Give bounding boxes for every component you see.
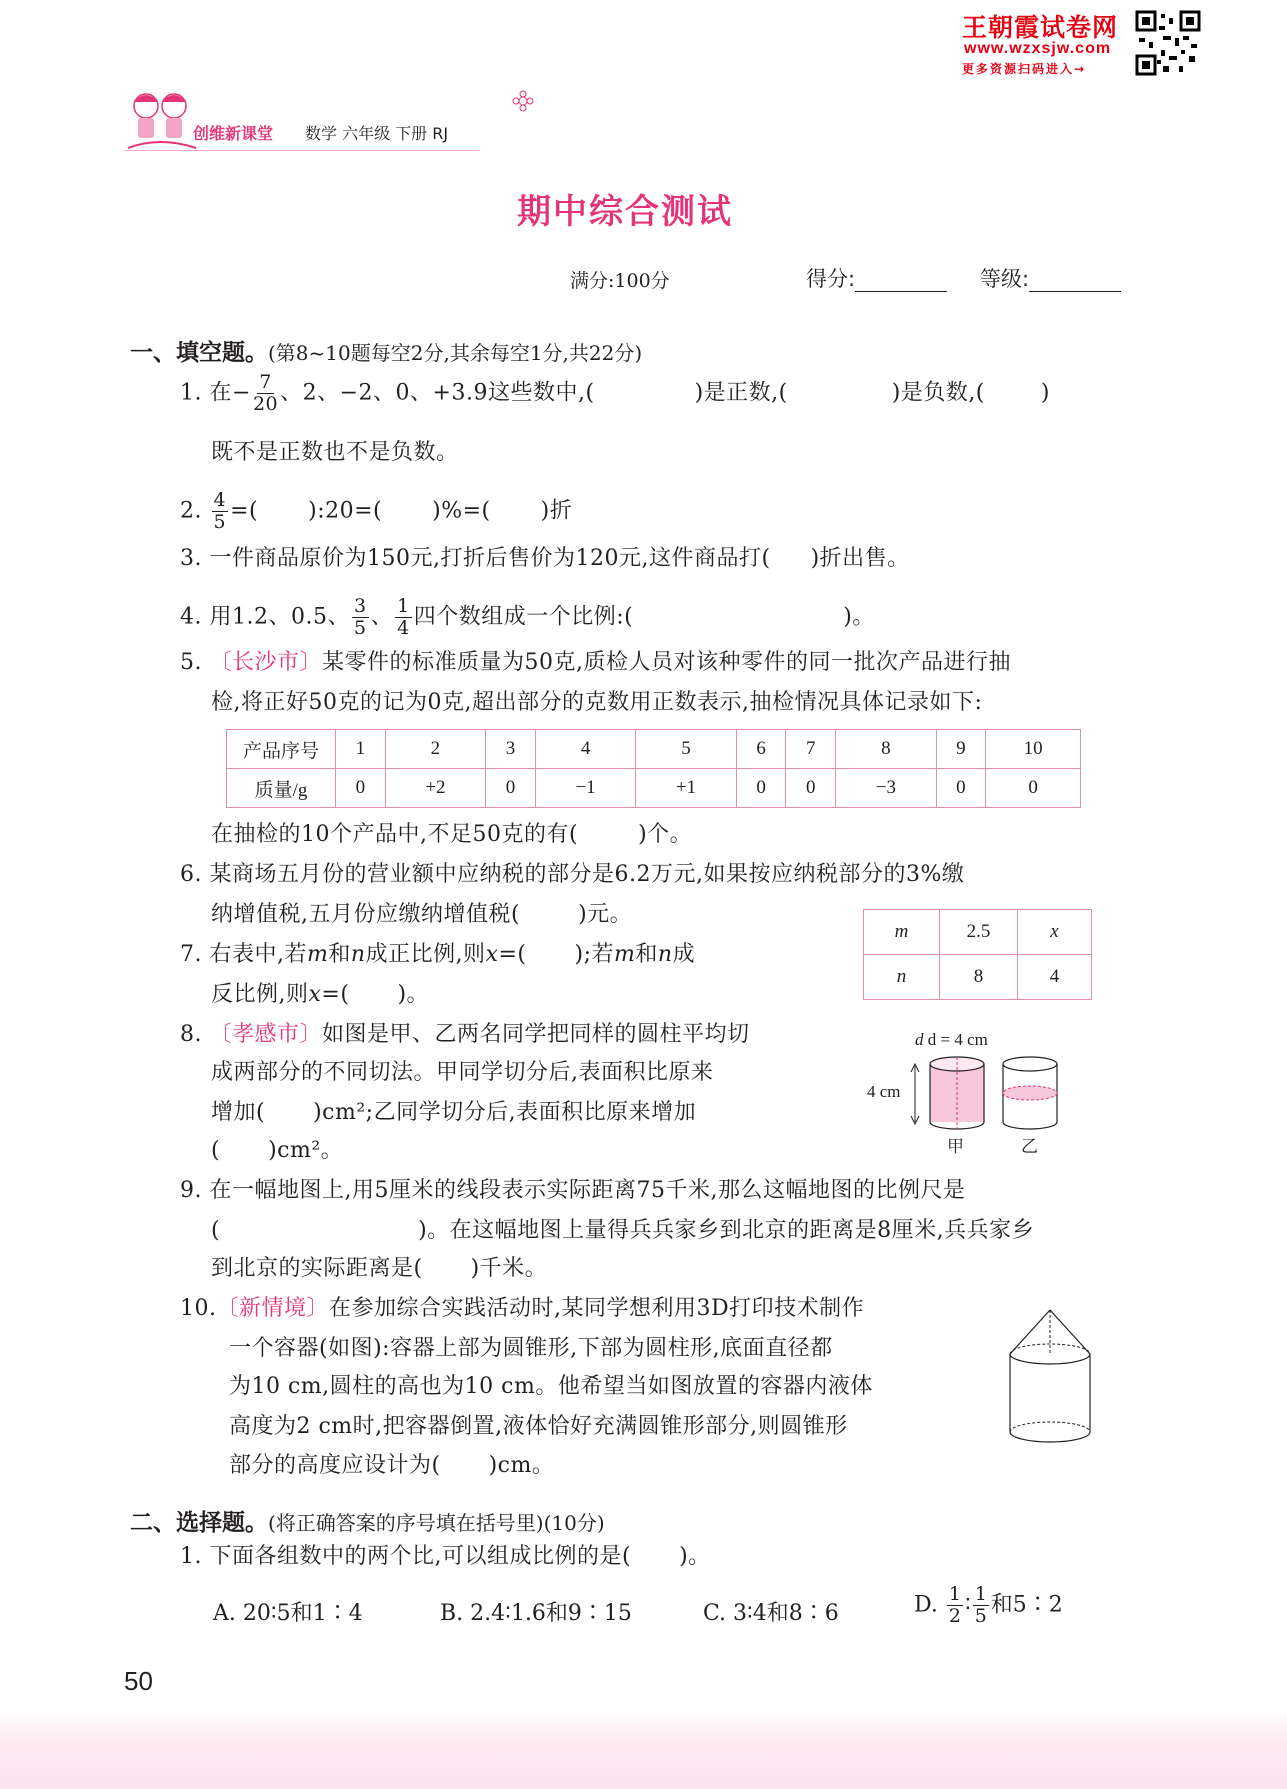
mn-table xyxy=(863,909,1092,1000)
table-cell: 1 xyxy=(336,730,386,769)
section2-heading: 二、选择题。(将正确答案的序号填在括号里)(10分) xyxy=(130,1510,605,1536)
grade-field[interactable]: 等级: xyxy=(980,263,1121,293)
question-10-line4: 高度为2 cm时,把容器倒置,液体恰好充满圆锥形部分,则圆锥形 xyxy=(229,1414,848,1439)
figure-height-label: 4 cm xyxy=(867,1082,901,1101)
table-cell: 0 xyxy=(336,769,386,808)
option-d[interactable]: D. $\frac{1}{2}$ ∶ $\frac{1}{5}$ 和5∶2 xyxy=(914,1583,1063,1627)
header-rule xyxy=(124,150,479,151)
table-cell: −1 xyxy=(535,769,635,808)
question-3: 3. 一件商品原价为150元,打折后售价为120元,这件商品打( )折出售。 xyxy=(180,546,910,571)
figure-diameter-label: d d = 4 cm xyxy=(915,1030,988,1049)
footer-band xyxy=(0,1712,1287,1789)
figure-label-yi: 乙 xyxy=(1021,1137,1038,1157)
table-header: 产品序号 xyxy=(227,730,336,769)
cylinder-cut-figure xyxy=(905,1050,1075,1154)
table-cell: 7 xyxy=(786,730,836,769)
brand-scan-text: 更多资源扫码进入→ xyxy=(962,62,1087,76)
full-marks: 满分:100分 xyxy=(570,270,670,292)
table-cell: 10 xyxy=(986,730,1081,769)
question-1-line2: 既不是正数也不是负数。 xyxy=(211,440,459,465)
table-cell: 2.5 xyxy=(940,910,1018,955)
table-cell: 6 xyxy=(736,730,786,769)
question-2: 2. $\frac{4}{5}$ =( ):20=( )%=( )折 xyxy=(180,489,573,533)
table-cell: 9 xyxy=(936,730,986,769)
region-tag: 〔孝感市〕 xyxy=(209,1022,323,1047)
question-7-line2: 反比例,则x=( )。 xyxy=(211,982,430,1007)
table-cell: 8 xyxy=(836,730,936,769)
table-cell: m xyxy=(864,910,940,955)
quality-table xyxy=(226,729,1081,808)
table-cell: 0 xyxy=(786,769,836,808)
table-cell: 4 xyxy=(1018,955,1092,1000)
fraction-7-20: $\frac{7}{20}$ xyxy=(252,371,279,415)
table-cell: 3 xyxy=(486,730,536,769)
score-field[interactable]: 得分: xyxy=(806,263,947,293)
question-10-line2: 一个容器(如图):容器上部为圆锥形,下部为圆柱形,底面直径都 xyxy=(229,1336,833,1361)
table-cell: 0 xyxy=(986,769,1081,808)
question-5-line2: 检,将正好50克的记为0克,超出部分的克数用正数表示,抽检情况具体记录如下: xyxy=(211,690,983,715)
table-cell: x xyxy=(1018,910,1092,955)
table-cell: 4 xyxy=(535,730,635,769)
table-cell: 5 xyxy=(636,730,736,769)
question-10: 10.〔新情境〕在参加综合实践活动时,某同学想利用3D打印技术制作 xyxy=(180,1296,865,1321)
question-10-line3: 为10 cm,圆柱的高也为10 cm。他希望当如图放置的容器内液体 xyxy=(229,1374,873,1399)
table-cell: 2 xyxy=(385,730,485,769)
option-a[interactable]: A. 20∶5和1∶4 xyxy=(213,1601,363,1626)
question-9: 9. 在一幅地图上,用5厘米的线段表示实际距离75千米,那么这幅地图的比例尺是 xyxy=(180,1178,966,1203)
region-tag: 〔长沙市〕 xyxy=(209,650,323,675)
question-5: 5. 〔长沙市〕某零件的标准质量为50克,质检人员对该种零件的同一批次产品进行抽 xyxy=(180,650,1012,675)
series-name: 创维新课堂 xyxy=(193,124,274,143)
page-title: 期中综合测试 xyxy=(517,192,733,232)
book-info: 数学 六年级 下册 RJ xyxy=(305,124,449,143)
table-cell: −3 xyxy=(836,769,936,808)
kids-mascot-icon xyxy=(124,88,199,154)
table-header: 质量/g xyxy=(227,769,336,808)
option-b[interactable]: B. 2.4∶1.6和9∶15 xyxy=(440,1601,632,1626)
question-9-line2: ( )。在这幅地图上量得兵兵家乡到北京的距离是8厘米,兵兵家乡 xyxy=(211,1218,1035,1243)
question-8-line2: 成两部分的不同切法。甲同学切分后,表面积比原来 xyxy=(211,1060,714,1085)
table-cell: +1 xyxy=(636,769,736,808)
question-1: 1. 在− $\frac{7}{20}$ 、2、−2、0、+3.9这些数中,( )是正数,( )是负数,( ) xyxy=(180,371,1050,415)
option-c[interactable]: C. 3∶4和8∶6 xyxy=(703,1601,839,1626)
table-cell: +2 xyxy=(385,769,485,808)
page-number: 50 xyxy=(124,1666,153,1696)
question-7: 7. 右表中,若m和n成正比例,则x=( );若m和n成 xyxy=(180,942,696,967)
choice-question-1: 1. 下面各组数中的两个比,可以组成比例的是( )。 xyxy=(180,1544,711,1569)
question-6-line2: 纳增值税,五月份应缴纳增值税( )元。 xyxy=(211,902,633,927)
table-cell: 0 xyxy=(936,769,986,808)
flower-icon xyxy=(512,90,534,112)
question-4: 4. 用1.2、0.5、 $\frac{3}{5}$ 、 $\frac{1}{4}$ 四个数组成一个比例:( )。 xyxy=(180,595,875,639)
question-8-line3: 增加( )cm²;乙同学切分后,表面积比原来增加 xyxy=(211,1100,697,1125)
brand-url[interactable]: www.wzxsjw.com xyxy=(964,40,1112,57)
cone-cylinder-figure xyxy=(1000,1306,1100,1446)
question-5-line3: 在抽检的10个产品中,不足50克的有( )个。 xyxy=(211,822,693,847)
table-cell: 8 xyxy=(940,955,1018,1000)
region-tag: 〔新情境〕 xyxy=(216,1296,330,1321)
question-8: 8. 〔孝感市〕如图是甲、乙两名同学把同样的圆柱平均切 xyxy=(180,1022,750,1047)
question-10-line5: 部分的高度应设计为( )cm。 xyxy=(229,1453,555,1478)
question-9-line3: 到北京的实际距离是( )千米。 xyxy=(211,1256,548,1281)
question-8-line4: ( )cm²。 xyxy=(211,1138,344,1163)
qr-code-icon[interactable] xyxy=(1135,10,1201,76)
figure-label-jia: 甲 xyxy=(947,1137,964,1157)
question-6: 6. 某商场五月份的营业额中应纳税的部分是6.2万元,如果按应纳税部分的3%缴 xyxy=(180,862,965,887)
section1-heading: 一、填空题。(第8~10题每空2分,其余每空1分,共22分) xyxy=(130,340,643,366)
table-cell: n xyxy=(864,955,940,1000)
table-cell: 0 xyxy=(736,769,786,808)
table-cell: 0 xyxy=(486,769,536,808)
brand-title: 王朝霞试卷网 xyxy=(962,13,1119,42)
